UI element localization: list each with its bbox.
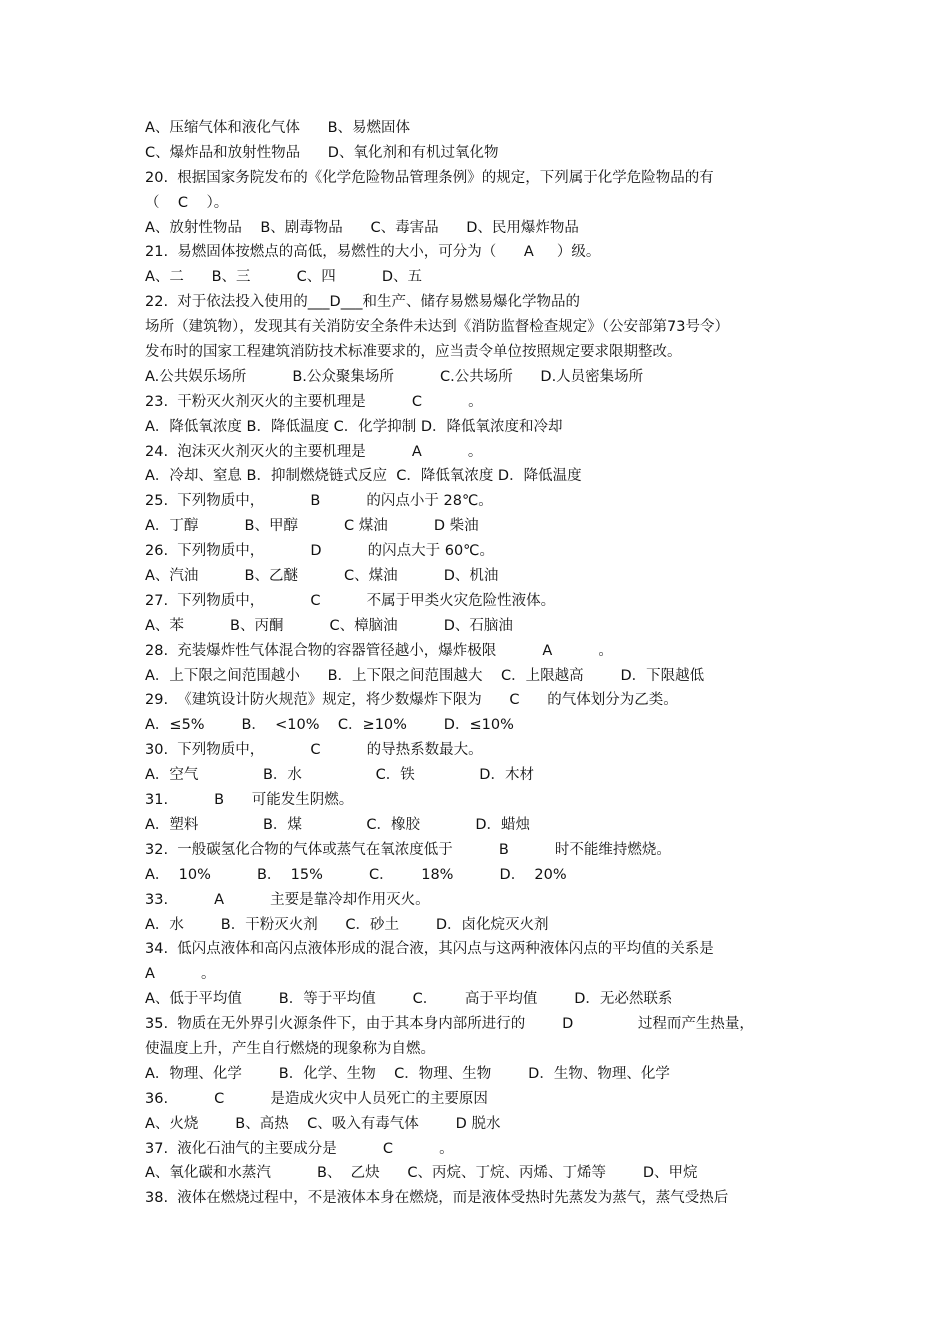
text-line: 使温度上升，产生自行燃烧的现象称为自燃。 bbox=[145, 1040, 435, 1057]
text-line: A． 10% B． 15% C． 18% D． 20% bbox=[145, 866, 567, 883]
text-line: 36. C 是造成火灾中人员死亡的主要原因 bbox=[145, 1090, 488, 1107]
text-line: 发布时的国家工程建筑消防技术标准要求的，应当责令单位按照规定要求限期整改。 bbox=[145, 344, 682, 361]
text-line: A．冷却、窒息 B．抑制燃烧链式反应 C．降低氧浓度 D．降低温度 bbox=[145, 468, 582, 485]
text-line: A、汽油 B、乙醚 C、煤油 D、机油 bbox=[145, 568, 499, 585]
text-line: 28. 充装爆炸性气体混合物的容器管径越小，爆炸极限 A 。 bbox=[145, 642, 613, 659]
text-line: 31. B 可能发生阴燃。 bbox=[145, 792, 354, 809]
text-line: 26. 下列物质中， D 的闪点大于 60℃。 bbox=[145, 543, 494, 560]
text-line: A、低于平均值 B．等于平均值 C． 高于平均值 D．无必然联系 bbox=[145, 991, 673, 1008]
text-line: A、苯 B、丙酮 C、樟脑油 D、石脑油 bbox=[145, 617, 513, 634]
text-line: 20. 根据国家务院发布的《化学危险物品管理条例》的规定，下列属于化学危险物品的有 bbox=[145, 169, 714, 186]
text-line: A．水 B．干粉灭火剂 C．砂土 D．卤化烷灭火剂 bbox=[145, 916, 549, 933]
text-line: 30. 下列物质中， C 的导热系数最大。 bbox=[145, 742, 483, 759]
text-line: 32. 一般碳氢化合物的气体或蒸气在氧浓度低于 B 时不能维持燃烧。 bbox=[145, 841, 671, 858]
text-line: A．≤5% B． <10% C．≥10% D．≤10% bbox=[145, 717, 514, 734]
text-line: A、压缩气体和液化气体 B、易燃固体 bbox=[145, 120, 411, 136]
text-line: 38. 液体在燃烧过程中，不是液体本身在燃烧，而是液体受热时先蒸发为蒸气，蒸气受热后 bbox=[145, 1190, 729, 1207]
text-line: A．丁醇 B、甲醇 C 煤油 D 柴油 bbox=[145, 518, 479, 535]
text-line: 场所（建筑物），发现其有关消防安全条件未达到《消防监督检查规定》（公安部第73号令） bbox=[145, 319, 729, 336]
text-line: （ C ）。 bbox=[145, 194, 229, 211]
text-line: A、氧化碳和水蒸汽 B、 乙炔 C、丙烷、丁烷、丙烯、丁烯等 D、甲烷 bbox=[145, 1165, 698, 1182]
text-line: 23. 干粉灭火剂灭火的主要机理是 C 。 bbox=[145, 393, 483, 410]
question-text-block bbox=[145, 116, 810, 1211]
text-line: 21. 易燃固体按燃点的高低，易燃性的大小，可分为（ A ）级。 bbox=[145, 244, 601, 261]
text-line: A．物理、化学 B．化学、生物 C．物理、生物 D．生物、物理、化学 bbox=[145, 1065, 670, 1082]
text-line: A．降低氧浓度 B．降低温度 C．化学抑制 D．降低氧浓度和冷却 bbox=[145, 418, 563, 435]
text-line: 35. 物质在无外界引火源条件下，由于其本身内部所进行的 D 过程而产生热量， bbox=[145, 1016, 754, 1033]
text-line: 29. 《建筑设计防火规范》规定，将少数爆炸下限为 C 的气体划分为乙类。 bbox=[145, 692, 678, 709]
text-line: C、爆炸品和放射性物品 D、氧化剂和有机过氧化物 bbox=[145, 144, 499, 161]
text-line: A、火烧 B、高热 C、吸入有毒气体 D 脱水 bbox=[145, 1115, 501, 1132]
text-line: 24. 泡沫灭火剂灭火的主要机理是 A 。 bbox=[145, 443, 483, 460]
text-line: A．塑料 B．煤 C．橡胶 D．蜡烛 bbox=[145, 816, 531, 833]
text-line: A.公共娱乐场所 B.公众聚集场所 C.公共场所 D.人员密集场所 bbox=[145, 368, 644, 385]
text-line: A．上下限之间范围越小 B．上下限之间范围越大 C．上限越高 D．下限越低 bbox=[145, 667, 705, 684]
text-line: 25. 下列物质中， B 的闪点小于 28℃。 bbox=[145, 493, 493, 510]
text-line: A．空气 B．水 C．铁 D．木材 bbox=[145, 767, 534, 784]
text-line: A、放射性物品 B、剧毒物品 C、毒害品 D、民用爆炸物品 bbox=[145, 219, 579, 236]
text-line: 22. 对于依法投入使用的___D___和生产、储存易燃易爆化学物品的 bbox=[145, 294, 580, 311]
text-line: 33. A 主要是靠冷却作用灭火。 bbox=[145, 891, 430, 908]
text-line: 34. 低闪点液体和高闪点液体形成的混合液，其闪点与这两种液体闪点的平均值的关系是 bbox=[145, 941, 714, 958]
text-line: 27. 下列物质中， C 不属于甲类火灾危险性液体。 bbox=[145, 592, 556, 609]
text-line: 37. 液化石油气的主要成分是 C 。 bbox=[145, 1140, 454, 1157]
text-line: A、二 B、三 C、四 D、五 bbox=[145, 269, 422, 286]
text-line: A 。 bbox=[145, 966, 216, 983]
